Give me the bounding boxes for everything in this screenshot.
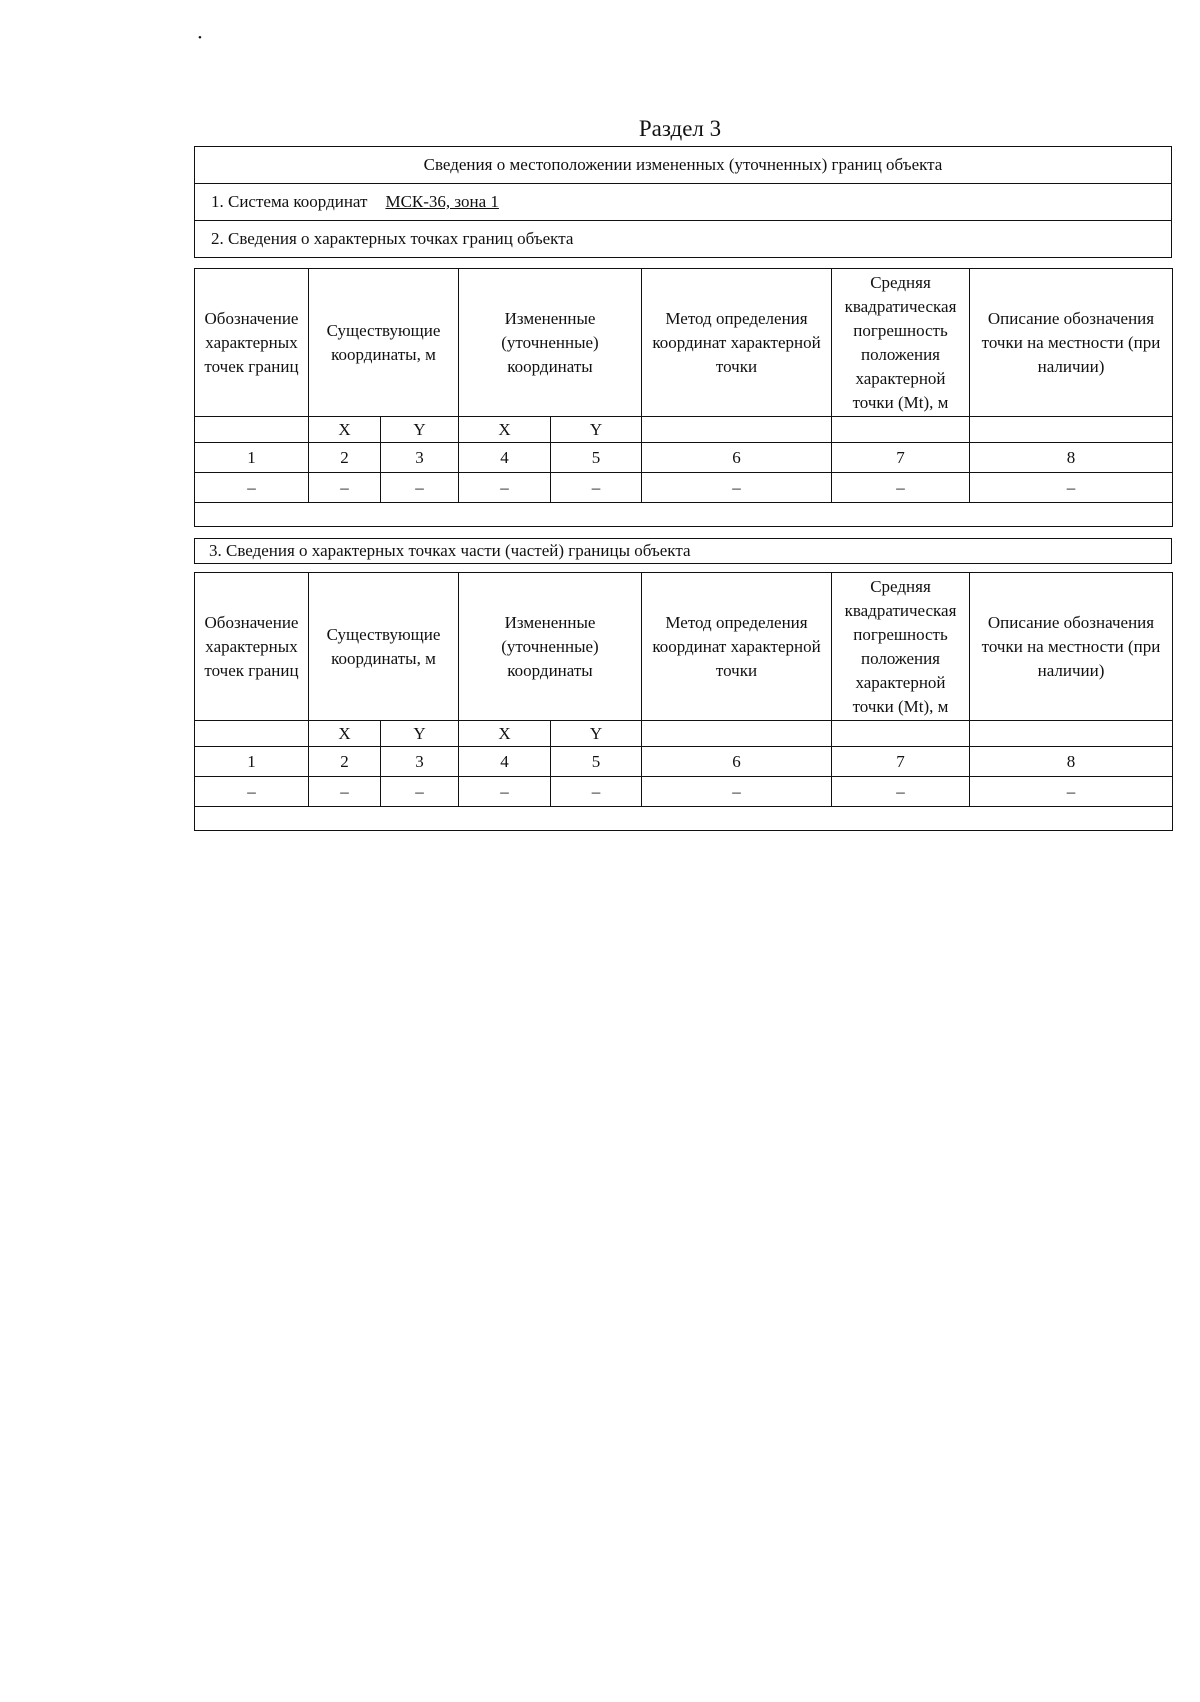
column-number: 8 <box>970 747 1173 777</box>
column-number: 6 <box>642 747 832 777</box>
table-title-text: Сведения о местоположении измененных (уточненных) границ объекта <box>423 155 943 174</box>
y-label: Y <box>381 417 459 443</box>
col-header-changed: Измененные (уточненные) координаты <box>459 269 642 417</box>
xy-blank <box>642 721 832 747</box>
column-number: 7 <box>832 747 970 777</box>
dash-cell: – <box>459 473 551 503</box>
xy-blank <box>195 417 309 443</box>
dash-cell: – <box>551 777 642 807</box>
coord-system-value: МСК-36, зона 1 <box>385 192 499 211</box>
y-label: Y <box>381 721 459 747</box>
dash-cell: – <box>642 777 832 807</box>
column-number-row <box>195 747 1173 777</box>
parts-table <box>194 572 1173 831</box>
parts-title: 3. Сведения о характерных точках части (частей) границы объекта <box>209 541 691 560</box>
column-number: 2 <box>309 443 381 473</box>
col-header-error: Средняя квадратическая погрешность положения характерной точки (Mt), м <box>832 269 970 417</box>
xy-blank <box>970 721 1173 747</box>
dash-cell: – <box>459 777 551 807</box>
y-label: Y <box>551 417 642 443</box>
column-number: 1 <box>195 747 309 777</box>
dash-cell: – <box>642 473 832 503</box>
dash-cell: – <box>381 777 459 807</box>
dash-cell: – <box>551 473 642 503</box>
empty-row <box>195 503 1173 527</box>
column-number: 7 <box>832 443 970 473</box>
col-header-method: Метод определения координат характерной точки <box>642 269 832 417</box>
x-label: X <box>309 417 381 443</box>
header-block <box>194 146 1172 258</box>
column-number: 2 <box>309 747 381 777</box>
column-number: 5 <box>551 443 642 473</box>
dash-cell: – <box>970 777 1173 807</box>
col-header-point: Обозначение характерных точек границ <box>195 573 309 721</box>
col-header-point: Обозначение характерных точек границ <box>195 269 309 417</box>
col-header-changed: Измененные (уточненные) координаты <box>459 573 642 721</box>
xy-blank <box>642 417 832 443</box>
page-mark: • <box>198 32 202 44</box>
dash-cell: – <box>309 473 381 503</box>
column-number-row <box>195 443 1173 473</box>
col-header-existing: Существующие координаты, м <box>309 573 459 721</box>
xy-blank <box>195 721 309 747</box>
dash-cell: – <box>195 777 309 807</box>
col-header-description: Описание обозначения точки на местности (при наличии) <box>970 573 1173 721</box>
column-number: 4 <box>459 747 551 777</box>
column-number: 6 <box>642 443 832 473</box>
dash-cell: – <box>195 473 309 503</box>
coord-system-label: 1. Система координат <box>211 192 368 211</box>
table-row <box>195 473 1173 503</box>
points-title-row <box>195 221 1171 257</box>
col-header-error: Средняя квадратическая погрешность положения характерной точки (Mt), м <box>832 573 970 721</box>
xy-blank <box>832 721 970 747</box>
xy-blank <box>832 417 970 443</box>
col-header-description: Описание обозначения точки на местности (при наличии) <box>970 269 1173 417</box>
column-number: 8 <box>970 443 1173 473</box>
col-header-existing: Существующие координаты, м <box>309 269 459 417</box>
xy-blank <box>970 417 1173 443</box>
dash-cell: – <box>832 777 970 807</box>
dash-cell: – <box>832 473 970 503</box>
column-number: 5 <box>551 747 642 777</box>
column-number: 4 <box>459 443 551 473</box>
x-label: X <box>459 721 551 747</box>
dash-cell: – <box>381 473 459 503</box>
y-label: Y <box>551 721 642 747</box>
x-label: X <box>459 417 551 443</box>
x-label: X <box>309 721 381 747</box>
column-number: 1 <box>195 443 309 473</box>
column-number: 3 <box>381 443 459 473</box>
column-number: 3 <box>381 747 459 777</box>
dash-cell: – <box>970 473 1173 503</box>
col-header-method: Метод определения координат характерной точки <box>642 573 832 721</box>
points-title: 2. Сведения о характерных точках границ объекта <box>211 229 574 248</box>
table-title <box>195 147 1171 184</box>
table-row <box>195 777 1173 807</box>
coord-system-row <box>195 184 1171 221</box>
points-table <box>194 268 1173 527</box>
section-title: Раздел 3 <box>638 116 722 141</box>
parts-title-row <box>194 538 1172 564</box>
dash-cell: – <box>309 777 381 807</box>
empty-row <box>195 807 1173 831</box>
